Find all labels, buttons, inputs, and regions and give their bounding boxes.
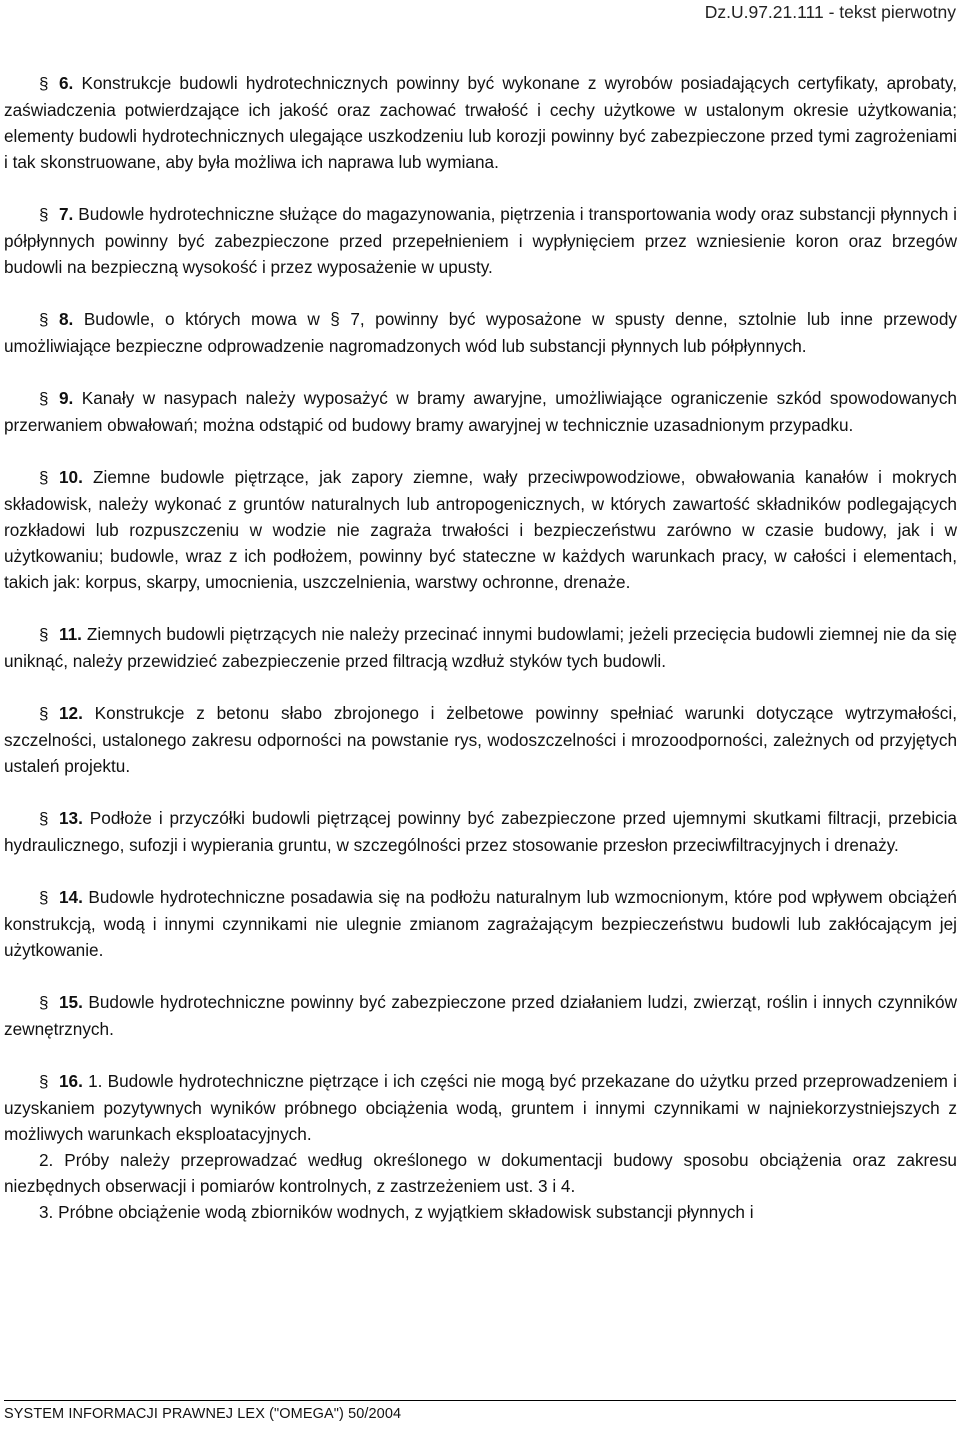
paragraph-number: 8. bbox=[59, 309, 74, 329]
paragraph-number: 12. bbox=[59, 703, 83, 723]
section-sign: § bbox=[39, 205, 49, 224]
paragraph-7 bbox=[4, 201, 957, 280]
paragraph-text: Kanały w nasypach należy wyposażyć w bramy awaryjne, umożliwiające ograniczenie szkód spowodowanych przerwaniem obwałowań; można odstąpić od budowy bramy awaryjnej w technicznie uzasadnionym przypadku. bbox=[4, 388, 957, 435]
paragraph-text: 2. Próby należy przeprowadzać według określonego w dokumentacji budowy sposobu obciążenia oraz zakresu niezbędnych obserwacji i pomiarów kontrolnych, z zastrzeżeniem ust. 3 i 4. bbox=[4, 1150, 957, 1196]
paragraph-9 bbox=[4, 385, 957, 438]
section-sign: § bbox=[39, 310, 49, 329]
paragraph-number: 14. bbox=[59, 887, 83, 907]
paragraph-16-item-3 bbox=[4, 1199, 957, 1225]
paragraph-14 bbox=[4, 884, 957, 963]
section-sign: § bbox=[39, 704, 49, 723]
paragraph-text: Konstrukcje z betonu słabo zbrojonego i żelbetowe powinny spełniać warunki dotyczące wytrzymałości, szczelności, ustalonego zakresu odporności na powstanie rys, wodoszczelności i mrozoodporności, zależnych od przyjętych ustaleń projektu. bbox=[4, 703, 957, 776]
section-sign: § bbox=[39, 468, 49, 487]
paragraph-number: 9. bbox=[59, 388, 74, 408]
paragraph-number: 6. bbox=[59, 73, 74, 93]
paragraph-number: 13. bbox=[59, 808, 83, 828]
paragraph-number: 16. bbox=[59, 1071, 83, 1091]
paragraph-12 bbox=[4, 700, 957, 779]
paragraph-text: Ziemnych budowli piętrzących nie należy przecinać innymi budowlami; jeżeli przecięcia budowli ziemnej nie da się uniknąć, należy przewidzieć zabezpieczenie przed filtracją wzdłuż styków tych budowli. bbox=[4, 624, 957, 671]
paragraph-number: 10. bbox=[59, 467, 83, 487]
document-header: Dz.U.97.21.111 - tekst pierwotny bbox=[704, 2, 956, 22]
paragraph-text: Budowle, o których mowa w § 7, powinny być wyposażone w spusty denne, sztolnie lub inne przewody umożliwiające bezpieczne odprowadzenie nagromadzonych wód lub substancji płynnych lub półpłynnych. bbox=[4, 309, 957, 356]
section-sign: § bbox=[39, 888, 49, 907]
paragraph-text: Podłoże i przyczółki budowli piętrzącej powinny być zabezpieczone przed ujemnymi skutkami filtracji, przebicia hydraulicznego, sufozji i wypierania gruntu, w szczególności przez stosowanie przesłon przeciwfiltracyjnych i drenaży. bbox=[4, 808, 957, 855]
paragraph-number: 7. bbox=[59, 204, 74, 224]
paragraph-15 bbox=[4, 989, 957, 1042]
paragraph-text: Budowle hydrotechniczne posadawia się na podłożu naturalnym lub wzmocnionym, które pod wpływem obciążeń konstrukcją, wodą i innymi czynnikami nie ulegnie zmianom zagrażającym bezpieczeństwu budowli lub zakłócającym jej użytkowanie. bbox=[4, 887, 957, 960]
paragraph-16-item-1 bbox=[4, 1068, 957, 1147]
section-sign: § bbox=[39, 809, 49, 828]
paragraph-text: Budowle hydrotechniczne powinny być zabezpieczone przed działaniem ludzi, zwierząt, roślin i innych czynników zewnętrznych. bbox=[4, 992, 957, 1039]
paragraph-11 bbox=[4, 621, 957, 674]
paragraph-text: Budowle hydrotechniczne służące do magazynowania, piętrzenia i transportowania wody oraz substancji płynnych i półpłynnych powinny być zabezpieczone przed przepełnieniem i wypłynięciem przez wzniesienie koron oraz brzegów budowli na bezpieczną wysokość i przez wyposażenie w upusty. bbox=[4, 204, 957, 277]
paragraph-text: Ziemne budowle piętrzące, jak zapory ziemne, wały przeciwpowodziowe, obwałowania kanałów i mokrych składowisk, należy wykonać z gruntów naturalnych lub antropogenicznych, w których zawartość składników podlegających rozkładowi lub rozpuszczeniu w wodzie nie zagraża trwałości i bezpieczeństwu zarówno w czasie budowy, jak i w użytkowaniu; budowle, wraz z ich podłożem, powinny być stateczne w każdych warunkach pracy, w całości i elementach, takich jak: korpus, skarpy, umocnienia, uszczelnienia, warstwy ochronne, drenaże. bbox=[4, 467, 957, 592]
paragraph-text: Konstrukcje budowli hydrotechnicznych powinny być wykonane z wyrobów posiadających certyfikaty, aprobaty, zaświadczenia potwierdzające ich jakość oraz zachować trwałość i cechy użytkowe w ustalonym okresie użytkowania; elementy budowli hydrotechnicznych ulegające uszkodzeniu lub korozji powinny być zabezpieczone przed tymi zagrożeniami i tak skonstruowane, aby była możliwa ich naprawa lub wymiana. bbox=[4, 73, 957, 172]
paragraph-number: 15. bbox=[59, 992, 83, 1012]
paragraph-16-item-2 bbox=[4, 1147, 957, 1199]
paragraph-13 bbox=[4, 805, 957, 858]
paragraph-8 bbox=[4, 306, 957, 359]
paragraph-10 bbox=[4, 464, 957, 595]
paragraph-6 bbox=[4, 70, 957, 175]
footer-divider bbox=[4, 1400, 956, 1401]
document-body bbox=[4, 70, 957, 1225]
paragraph-text: 1. Budowle hydrotechniczne piętrzące i ich części nie mogą być przekazane do użytku przed przeprowadzeniem i uzyskaniem pozytywnych wyników próbnego obciążenia wodą, gruntem i innymi czynnikami w najniekorzystniejszych z możliwych warunkach eksploatacyjnych. bbox=[4, 1071, 957, 1144]
section-sign: § bbox=[39, 389, 49, 408]
section-sign: § bbox=[39, 625, 49, 644]
section-sign: § bbox=[39, 1072, 49, 1091]
section-sign: § bbox=[39, 74, 49, 93]
document-footer: SYSTEM INFORMACJI PRAWNEJ LEX ("OMEGA") 50/2004 bbox=[4, 1406, 402, 1422]
section-sign: § bbox=[39, 993, 49, 1012]
paragraph-number: 11. bbox=[59, 624, 82, 644]
paragraph-text: 3. Próbne obciążenie wodą zbiorników wodnych, z wyjątkiem składowisk substancji płynnych i bbox=[39, 1202, 754, 1222]
